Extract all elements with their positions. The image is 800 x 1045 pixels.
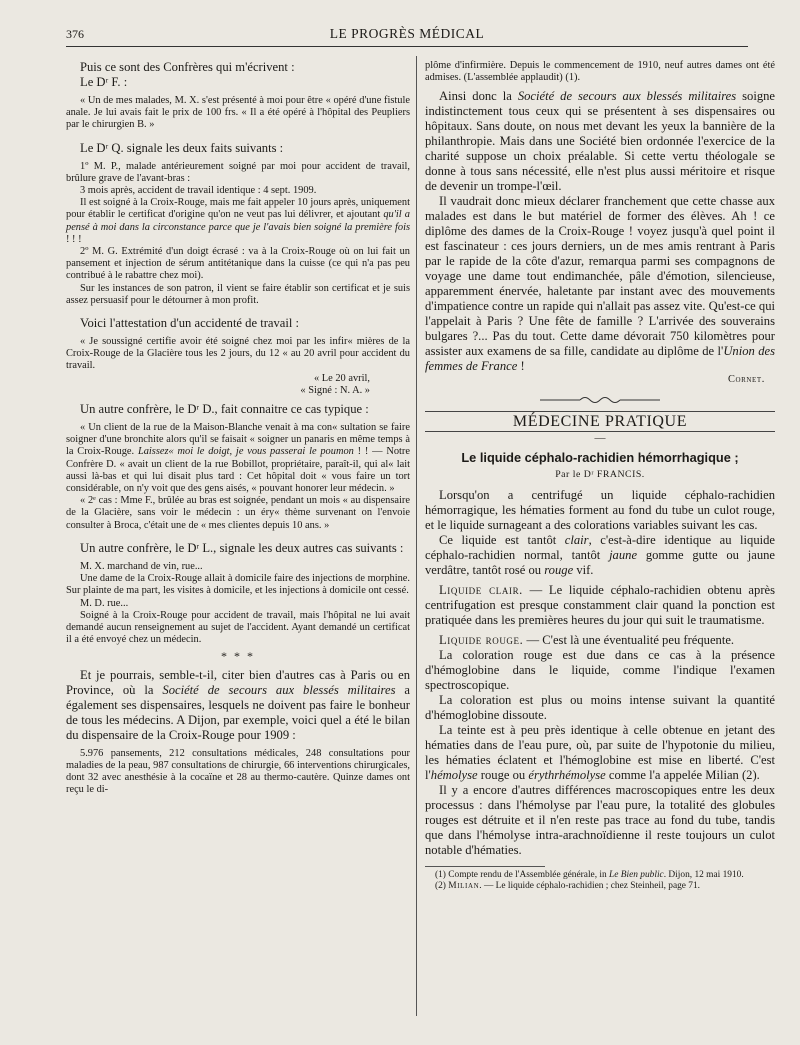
- ornament-divider: [425, 395, 775, 405]
- paragraph-part: Ce liquide est tantôt: [439, 532, 565, 547]
- paragraph-part: — C'est là une éventualité peu fréquente.: [523, 632, 735, 647]
- quotation-part: ! ! — Notre Confrère D. « avait un client de la rue Bobillot, propriétaire, paraît-il, qui al« lait aussi là-bas et qui lui disait plus tard : Cet hôpital doit « vous faire un tort considérable, on n'y voit que des gens aisés, « pouvant honorer leur médecin. »: [66, 446, 410, 495]
- paragraph-part: Il vaudrait donc mieux déclarer franchement que cette chasse aux malades est dans le but matériel de former des élèves. Ah ! ce diplôme des dames de la Croix-Rouge ! voyez jusqu'à quel point il est fascinateur : ces jours derniers, un de mes amis rentrant à Paris par le rapide de la côte d'azur, remarqua parmi ses compagnons de voyage une dame tout endimanchée, pâle d'émotion, silencieuse, apparemment énervée, haletante par instant avec des mouvements d'impatience contre un rapide qui n'allait pas assez vite. Qu'est-ce qui l'appelait à Paris ? Une fête de famille ? L'arrivée des souverains bulgares ?... Pas du tout. Cette dame dévorait 750 kilomètres pour assister aux examens de sa fille, candidate au diplôme de l': [425, 194, 775, 359]
- case-text: Une dame de la Croix-Rouge allait à domicile faire des injections de morphine. Sur plainte de ma part, les visites à domicile, et les injections à domicile ont cessé.: [66, 573, 410, 597]
- section-dash: —: [594, 432, 606, 445]
- author-signature: Cornet.: [727, 374, 765, 386]
- paragraph-part: rouge ou: [477, 767, 529, 782]
- paragraph-italic: rouge: [544, 562, 574, 577]
- paragraph-part: , c'est-à-dire identique au liquide céphalo-rachidien normal, tantôt: [425, 532, 775, 562]
- paragraph: [425, 583, 775, 628]
- paragraph-part: comme l'a appelée Milian (2).: [605, 767, 760, 782]
- paragraph-italic: érythrhémolyse: [528, 767, 606, 782]
- footnote-part: (2): [435, 880, 449, 891]
- article-byline: Par le Dʳ FRANCIS.: [555, 469, 645, 481]
- paragraph: [66, 668, 410, 743]
- paragraph-part: La teinte est à peu près identique à celle obtenue en jetant des hématies dans de l'eau pure, où, par suite de l'hypotonie du milieu, les hématies éclatent et l'hémoglobine est mise en liberté. C'est l': [425, 722, 775, 782]
- paragraph: Un autre confrère, le Dʳ L., signale les deux autres cas suivants :: [80, 540, 404, 555]
- paragraph: La coloration rouge est due dans ce cas à la présence d'hémoglobine dans le liquide, comme l'indique l'examen spectroscopique.: [425, 647, 775, 692]
- subheading: Liquide rouge.: [439, 632, 524, 647]
- paragraph-italic: Union des femmes de France: [425, 344, 775, 374]
- quotation: « 2ᵉ cas : Mme F., brûlée au bras est soignée, pendant un mois « au dispensaire de la Glacière, sans voir le médecin : un éry« thème survenant on l'envoie consulter à Broca, c'était une de « mes clientes depuis 10 ans. »: [66, 495, 410, 531]
- subheading: Liquide clair.: [439, 582, 523, 597]
- paragraph: Le Dʳ Q. signale les deux faits suivants :: [80, 140, 284, 155]
- section-stars: * * *: [221, 649, 255, 664]
- article-title: Le liquide céphalo-rachidien hémorrhagique ;: [461, 450, 739, 466]
- quotation-part: « Un client de la rue de la Maison-Blanche venait à ma con« sultation se faire soigner d'une bronchite alors qu'il se faisait « soigner un panaris en même temps à la Croix-Rouge.: [66, 422, 410, 458]
- paragraph-part: vif.: [573, 562, 594, 577]
- paragraph: Il y a encore d'autres différences macroscopiques entre les deux processus : dans l'hémolyse par l'eau pure, la totalité des globules rouges est détruite et il n'en reste pas trace au fond du tube, tandis que dans l'hémolyse intra-arachnoïdienne il reste toujours un culot notable d'hématies.: [425, 782, 775, 857]
- case-text: M. D. rue...: [80, 597, 129, 609]
- footnote: [425, 881, 775, 892]
- paragraph-part: Et je pourrais, semble-t-il, citer bien d'autres cas à Paris ou en Province, où la: [66, 667, 410, 697]
- paragraph-italic: Société de secours aux blessés militaires: [162, 682, 396, 697]
- footnote-part: (1) Compte rendu de l'Assemblée générale, in: [435, 869, 610, 880]
- paragraph: [425, 723, 775, 783]
- case-text: [66, 197, 410, 246]
- right-column: [425, 60, 775, 892]
- case-text: 2º M. G. Extrémité d'un doigt écrasé : va à la Croix-Rouge où on lui fait un pansement et injection de sérum antitétanique dans la cuisse (ce qui n'a pas peu contribué à le rabattre chez moi).: [66, 246, 410, 282]
- paragraph-italic: hémolyse: [430, 767, 478, 782]
- case-text: M. X. marchand de vin, rue...: [80, 560, 203, 572]
- quotation: [66, 422, 410, 495]
- footnote-rule: [425, 866, 545, 867]
- paragraph: Le Dʳ F. :: [80, 75, 128, 89]
- paragraph: Lorsqu'on a centrifugé un liquide céphalo-rachidien hémorragique, les hématies forment au fond du tube un culot rouge, et le liquide surnageant a des colorations variables suivant les cas.: [425, 487, 775, 532]
- case-text-italic: qu'il a pensé à moi dans la circonstance parce que je l'avais bien soigné la première fois: [66, 209, 410, 233]
- left-column: [66, 60, 410, 797]
- paragraph: [425, 89, 775, 194]
- case-text-part: ! ! !: [66, 233, 82, 245]
- footnote-part: . Dijon, 12 mai 1910.: [663, 869, 744, 880]
- ornament-icon: [540, 395, 660, 405]
- paragraph-part: Ainsi donc la: [439, 89, 518, 104]
- paragraph: [425, 533, 775, 578]
- quotation-signature: « Signé : N. A. »: [300, 384, 370, 396]
- quotation: « Je soussigné certifie avoir été soigné chez moi par les infir« mières de la Croix-Rouge de la Glacière tous les 2 jours, du 12 « au 20 avril pour accident du travail.: [66, 336, 410, 372]
- statistics-text: 5.976 pansements, 212 consultations médicales, 248 consultations pour maladies de la peau, 987 consultations de chirurgie, 66 interventions chirurgicales, dont 32 avec anesthésie à la cocaïne et 28 au thermo-cautère. Quinze dames ont reçu le di-: [66, 747, 410, 796]
- paragraph-part: soigne indistinctement tous ceux qui se présentent à ses dispensaires ou hôpitaux. Sans doute, on nous met devant les yeux la bannière de la philanthropie. Mais dans une Société bien ordonnée l'exercice de la charité suppose un choix préalable. Si cette vertu théologale se donne à tous sans nécessité, elle n'est plus aussi méritoire et risque de devenir un trompe-l'œil.: [425, 89, 776, 194]
- case-text: 1º M. P., malade antérieurement soigné par moi pour accident de travail, brûlure grave de l'avant-bras :: [66, 160, 410, 184]
- footnote: [425, 870, 775, 881]
- case-text: Sur les instances de son patron, il vient se faire établir son certificat et je suis assez persuasif pour le détourner à mon profit.: [66, 282, 410, 306]
- paragraph: Un autre confrère, le Dʳ D., fait connaitre ce cas typique :: [80, 402, 369, 417]
- case-text: Soigné à la Croix-Rouge pour accident de travail, mais l'hôpital ne lui avait demandé aucun renseignement au sujet de l'accident. Ayant demandé un certificat il a été envoyé chez un médecin.: [66, 609, 410, 646]
- quotation: « Un de mes malades, M. X. s'est présenté à moi pour être « opéré d'une fistule anale. Je lui avais fait le prix de 100 frs. « Il a été opéré à l'hôpital des Peupliers par le chirurgien B. »: [66, 95, 410, 131]
- paragraph-italic: Société de secours aux blessés militaires: [517, 89, 737, 104]
- quotation-italic: Laissez« moi le doigt, je vous passerai le poumon: [137, 446, 354, 458]
- footnote-italic: Le Bien public: [609, 869, 664, 880]
- paragraph-italic: jaune: [609, 547, 638, 562]
- footnote-author: Milian: [448, 880, 480, 891]
- paragraph: Puis ce sont des Confrères qui m'écrivent :: [80, 60, 295, 74]
- case-text-part: Il est soigné à la Croix-Rouge, mais me fait appeler 10 jours après, uniquement pour établir le certificat d'origine qu'on ne veut pas lui délivrer, et ajoutant: [66, 197, 410, 221]
- paragraph-part: !: [517, 359, 525, 374]
- paragraph-part: gomme gutte ou jaune verdâtre, tantôt rosé ou: [425, 547, 775, 577]
- paragraph: La coloration est plus ou moins intense suivant la quantité d'hémoglobine dissoute.: [425, 692, 775, 722]
- continued-text: plôme d'infirmière. Depuis le commencement de 1910, neuf autres dames ont été admises. (L'assemblée applaudit) (1).: [425, 60, 775, 84]
- case-text: 3 mois après, accident de travail identique : 4 sept. 1909.: [80, 185, 317, 197]
- paragraph-part: a également ses dispensaires, lesquels ne doivent pas faire le bonheur de tous les médecins. A Dijon, par exemple, voici quel a été le bilan du dispensaire de la Croix-Rouge pour 1909 :: [66, 682, 410, 742]
- column-divider: [416, 56, 417, 1016]
- paragraph-part: — Le liquide céphalo-rachidien obtenu après centrifugation est presque constamment clair quand la ponction est pratiquée dans les premières heures du jour qui suit le traumatisme.: [425, 582, 776, 627]
- journal-title: LE PROGRÈS MÉDICAL: [329, 26, 485, 41]
- page-number: 376: [66, 27, 84, 41]
- paragraph: Voici l'attestation d'un accidenté de travail :: [80, 316, 300, 331]
- paragraph: [425, 633, 775, 648]
- footnote-part: . — Le liquide céphalo-rachidien ; chez Steinheil, page 71.: [479, 880, 701, 891]
- quotation-date: « Le 20 avril,: [314, 372, 370, 384]
- section-title: MÉDECINE PRATIQUE: [425, 411, 775, 432]
- paragraph-italic: clair: [564, 532, 589, 547]
- page-header: [66, 26, 748, 47]
- paragraph: [425, 194, 775, 374]
